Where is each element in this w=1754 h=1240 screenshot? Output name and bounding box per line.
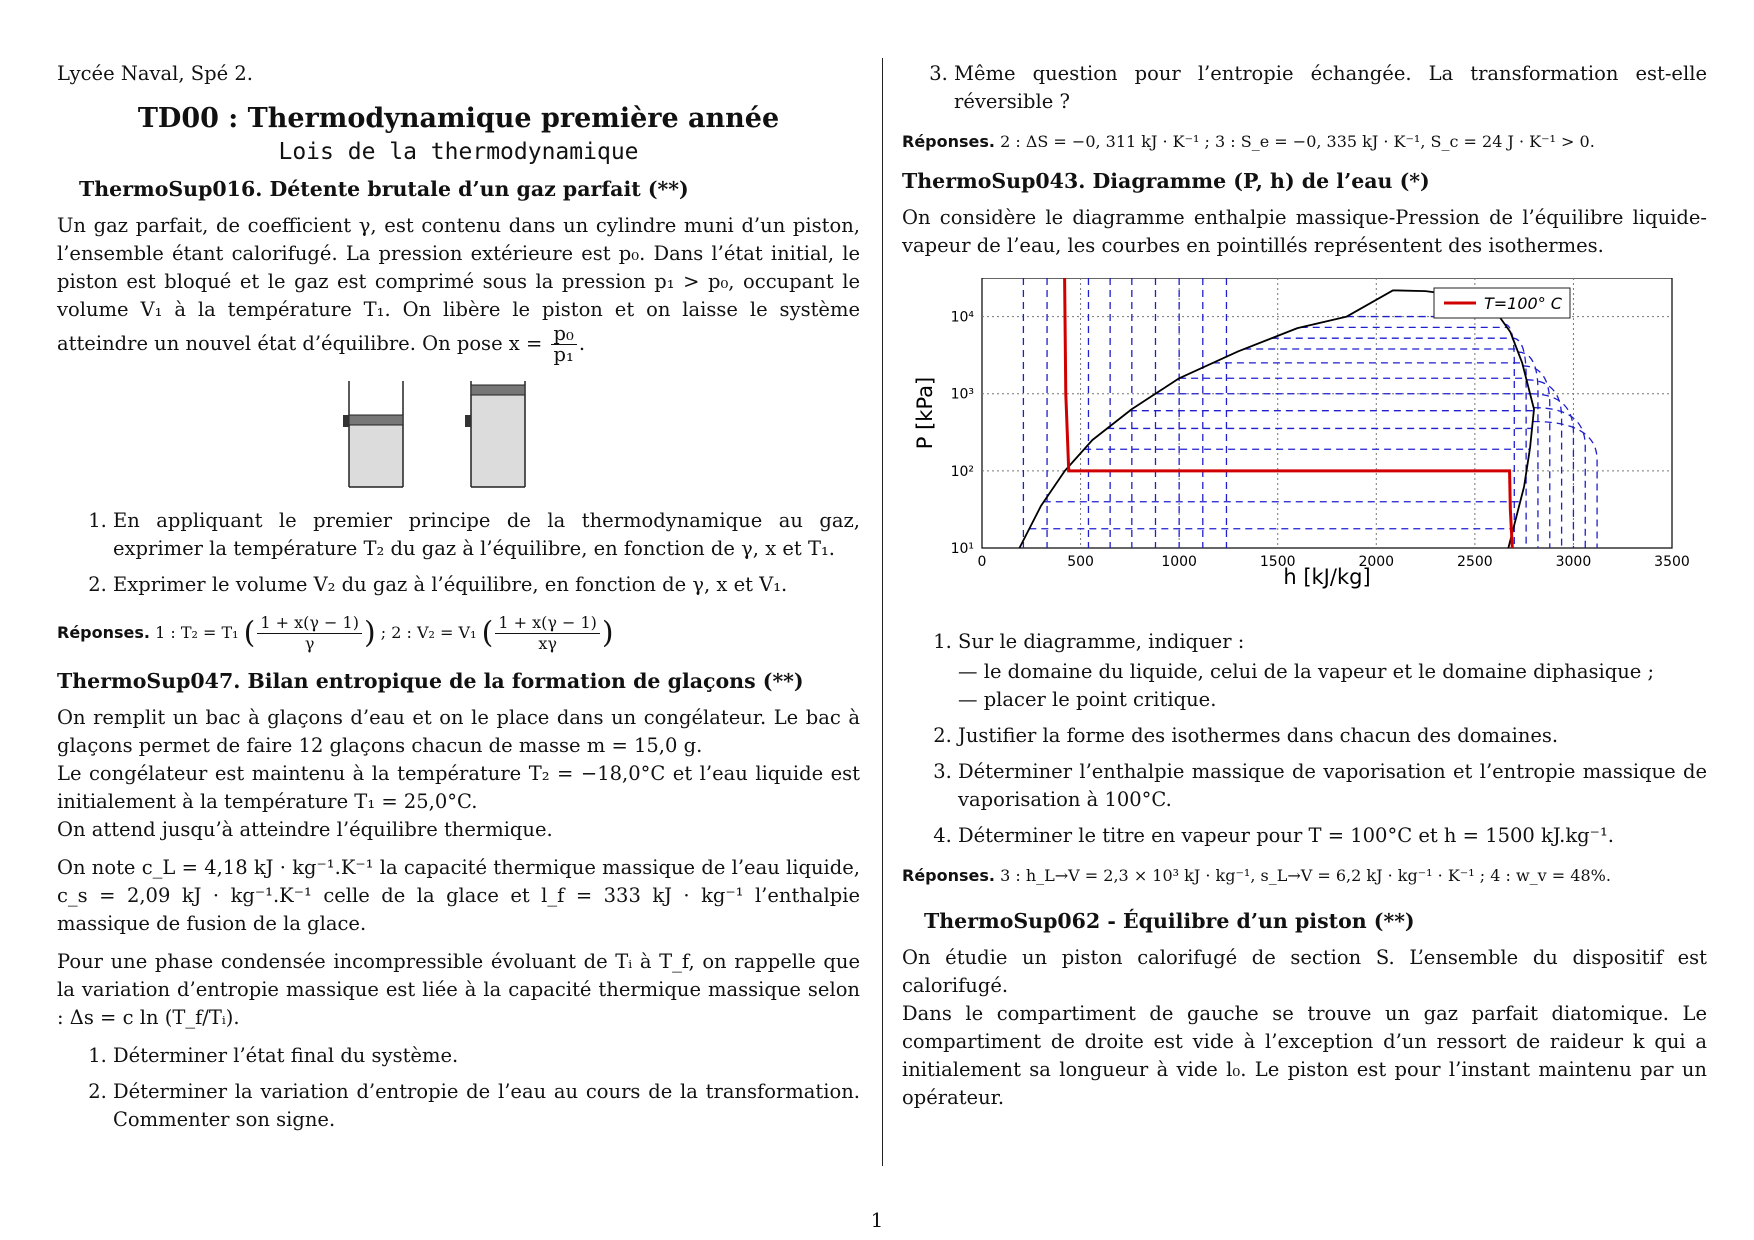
- exercise-2-answer-text: 2 : ΔS = −0, 311 kJ · K⁻¹ ; 3 : S_e = −0, 335 kJ · K⁻¹, S_c = 24 J · K⁻¹ > 0.: [994, 132, 1595, 151]
- document-subtitle: Lois de la thermodynamique: [278, 139, 639, 165]
- document-title: TD00 : Thermodynamique première année: [137, 103, 780, 134]
- exercise-2-question-1: 1. Déterminer l’état final du système.: [113, 1042, 860, 1070]
- exercise-2-paragraph-2: Le congélateur est maintenu à la température T₂ = −18,0°C et l’eau liquide est initialement à la température T₁ = 25,0°C.: [57, 762, 860, 813]
- exercise-3-questions: [902, 628, 1707, 850]
- column-divider: [882, 58, 883, 1166]
- exercise-2-heading: ThermoSup047. Bilan entropique de la formation de glaçons (**): [57, 669, 804, 693]
- exercise-3-question-4: 4. Déterminer le titre en vapeur pour T = 100°C et h = 1500 kJ.kg⁻¹.: [958, 822, 1707, 850]
- cylinder-initial: [343, 381, 403, 487]
- y-tick-label: 10⁴: [950, 309, 974, 326]
- exercise-1-question-2: 2. Exprimer le volume V₂ du gaz à l’équilibre, en fonction de γ, x et V₁.: [113, 571, 860, 599]
- exercise-2-paragraph-1: On remplit un bac à glaçons d’eau et on le place dans un congélateur. Le bac à glaçons permet de faire 12 glaçons chacun de masse m = 15,0 g.: [57, 706, 860, 757]
- answer-2-numerator: 1 + x(γ − 1): [495, 613, 600, 634]
- x-fraction: [551, 324, 577, 365]
- answers-label: Réponses.: [902, 132, 995, 151]
- answer-1-numerator: 1 + x(γ − 1): [257, 613, 362, 634]
- answers-label: Réponses.: [57, 623, 150, 642]
- y-tick-label: 10²: [950, 463, 974, 480]
- answer-1-fraction: [257, 613, 362, 654]
- left-column: [57, 60, 860, 1146]
- piston-diagram: [57, 379, 860, 499]
- exercise-1-question-1: 1. En appliquant le premier principe de la thermodynamique au gaz, exprimer la température T₂ du gaz à l’équilibre, en fonction de γ, x et T₁.: [113, 507, 860, 563]
- exercise-2-paragraph-5: Pour une phase condensée incompressible évoluant de Tᵢ à T_f, on rappelle que la variation d’entropie massique est liée à la capacité thermique massique selon : Δs = c ln (T_f/Tᵢ).: [57, 950, 860, 1029]
- x-tick-label: 500: [1067, 554, 1094, 570]
- exercise-2-question-3: 3. Même question pour l’entropie échangée. La transformation est-elle réversible ?: [954, 60, 1707, 116]
- exercise-1-intro: [57, 212, 860, 365]
- exercise-2-paragraph-4: On note c_L = 4,18 kJ · kg⁻¹.K⁻¹ la capacité thermique massique de l’eau liquide, c_s = 2,09 kJ · kg⁻¹.K⁻¹ celle de la glace et l_f = 333 kJ · kg⁻¹ l’enthalpie massique de fusion de la glace.: [57, 856, 860, 935]
- exercise-3-question-3: 3. Déterminer l’enthalpie massique de vaporisation et l’entropie massique de vaporisation à 100°C.: [958, 758, 1707, 814]
- exercise-3-question-2: 2. Justifier la forme des isothermes dans chacun des domaines.: [958, 722, 1707, 750]
- x-fraction-denominator: p₁: [553, 343, 574, 366]
- exercise-4-paragraph-1: On étudie un piston calorifugé de section S. L’ensemble du dispositif est calorifugé.: [902, 946, 1707, 997]
- x-tick-label: 3000: [1555, 554, 1592, 570]
- exercise-1-questions: [57, 507, 860, 599]
- legend-label: T=100° C: [1484, 294, 1562, 313]
- exercise-1-heading: ThermoSup016. Détente brutale d’un gaz parfait (**): [79, 177, 689, 201]
- x-tick-label: 2500: [1457, 554, 1493, 570]
- exercise-4-heading: ThermoSup062 - Équilibre d’un piston (**): [924, 909, 1415, 933]
- exercise-2-paragraph-3: On attend jusqu’à atteindre l’équilibre thermique.: [57, 818, 553, 841]
- exercise-2-questions: [57, 1042, 860, 1134]
- answer-2-text: ; 2 : V₂ = V₁: [375, 623, 477, 642]
- exercise-4-paragraph-2: Dans le compartiment de gauche se trouve un gaz parfait diatomique. Le compartiment de droite est vide à l’exception d’un ressort de raideur k qui a initialement sa longueur à vide l₀. Le piston est pour l’instant maintenu par un opérateur.: [902, 1002, 1707, 1109]
- exercise-3-question-1-text: Sur le diagramme, indiquer :: [958, 630, 1245, 653]
- x-fraction-numerator: p₀: [551, 324, 577, 345]
- exercise-2-answers: [902, 130, 1707, 154]
- piston-cylinders-figure: [329, 379, 589, 491]
- exercise-3-answers: [902, 864, 1707, 888]
- exercise-1-intro-text: Un gaz parfait, de coefficient γ, est contenu dans un cylindre muni d’un piston, l’ensemble étant calorifugé. La pression extérieure est p₀. Dans l’état initial, le piston est bloqué et le gaz est comprimé sous la pression p₁ > p₀, occupant le volume V₁ à la température T₁. On libère le piston et on laisse le système atteindre un nouvel état d’équilibre. On pose x =: [57, 214, 860, 355]
- answer-1-text: 1 : T₂ = T₁: [149, 623, 239, 642]
- x-tick-label: 2000: [1358, 554, 1395, 570]
- x-tick-label: 0: [977, 554, 987, 570]
- ph-diagram-svg: [902, 278, 1702, 608]
- y-tick-label: 10³: [950, 386, 974, 403]
- exercise-3-heading: ThermoSup043. Diagramme (P, h) de l’eau (*): [902, 169, 1430, 193]
- exercise-3-item-2-text: placer le point critique.: [983, 688, 1217, 711]
- exercise-1-answers: Réponses. 1 : T₂ = T₁ ( $\frac{1 + x(\gamma - 1)}{\gamma}$ ) ; 2 : V₂ = V₁ ( $\frac{1 + x(\gamma - 1)}{x\gamma}$ ): [57, 613, 614, 653]
- x-axis-label: h [kJ/kg]: [1283, 565, 1371, 589]
- school-header: Lycée Naval, Spé 2.: [57, 62, 253, 85]
- exercise-3-answer-text: 3 : h_L→V = 2,3 × 10³ kJ · kg⁻¹, s_L→V = 6,2 kJ · kg⁻¹ · K⁻¹ ; 4 : w_v = 48%.: [994, 866, 1611, 885]
- y-tick-label: 10¹: [950, 541, 974, 557]
- exercise-3-question-1-item-1: — le domaine du liquide, celui de la vapeur et le domaine diphasique ;: [958, 660, 1655, 683]
- answers-label: Réponses.: [902, 866, 995, 885]
- x-tick-label: 1500: [1259, 554, 1296, 570]
- exercise-3-question-1-item-2: — placer le point critique.: [958, 688, 1217, 711]
- y-axis-label: P [kPa]: [913, 376, 937, 450]
- legend: [1434, 288, 1570, 318]
- page-number: 1: [870, 1208, 884, 1232]
- x-fraction-end: .: [578, 332, 586, 355]
- exercise-2-question-2: 2. Déterminer la variation d’entropie de l’eau au cours de la transformation. Commenter son signe.: [113, 1078, 860, 1134]
- ph-diagram-chart: [902, 278, 1707, 616]
- exercise-3-intro: On considère le diagramme enthalpie massique-Pression de l’équilibre liquide-vapeur de l’eau, les courbes en pointillés représentent des isothermes.: [902, 206, 1707, 257]
- right-column: [902, 60, 1707, 1122]
- answer-2-denominator: xγ: [538, 634, 557, 653]
- answer-2-fraction: [495, 613, 600, 654]
- x-tick-label: 3500: [1654, 554, 1690, 570]
- exercise-3-item-1-text: le domaine du liquide, celui de la vapeur et le domaine diphasique ;: [983, 660, 1655, 683]
- exercise-3-question-1-items: [958, 658, 1707, 714]
- answer-1-denominator: γ: [304, 634, 315, 653]
- x-tick-label: 1000: [1161, 554, 1197, 570]
- cylinder-final: [465, 381, 525, 487]
- exercise-2-questions-continued: [902, 60, 1707, 116]
- exercise-3-question-1: [958, 628, 1707, 714]
